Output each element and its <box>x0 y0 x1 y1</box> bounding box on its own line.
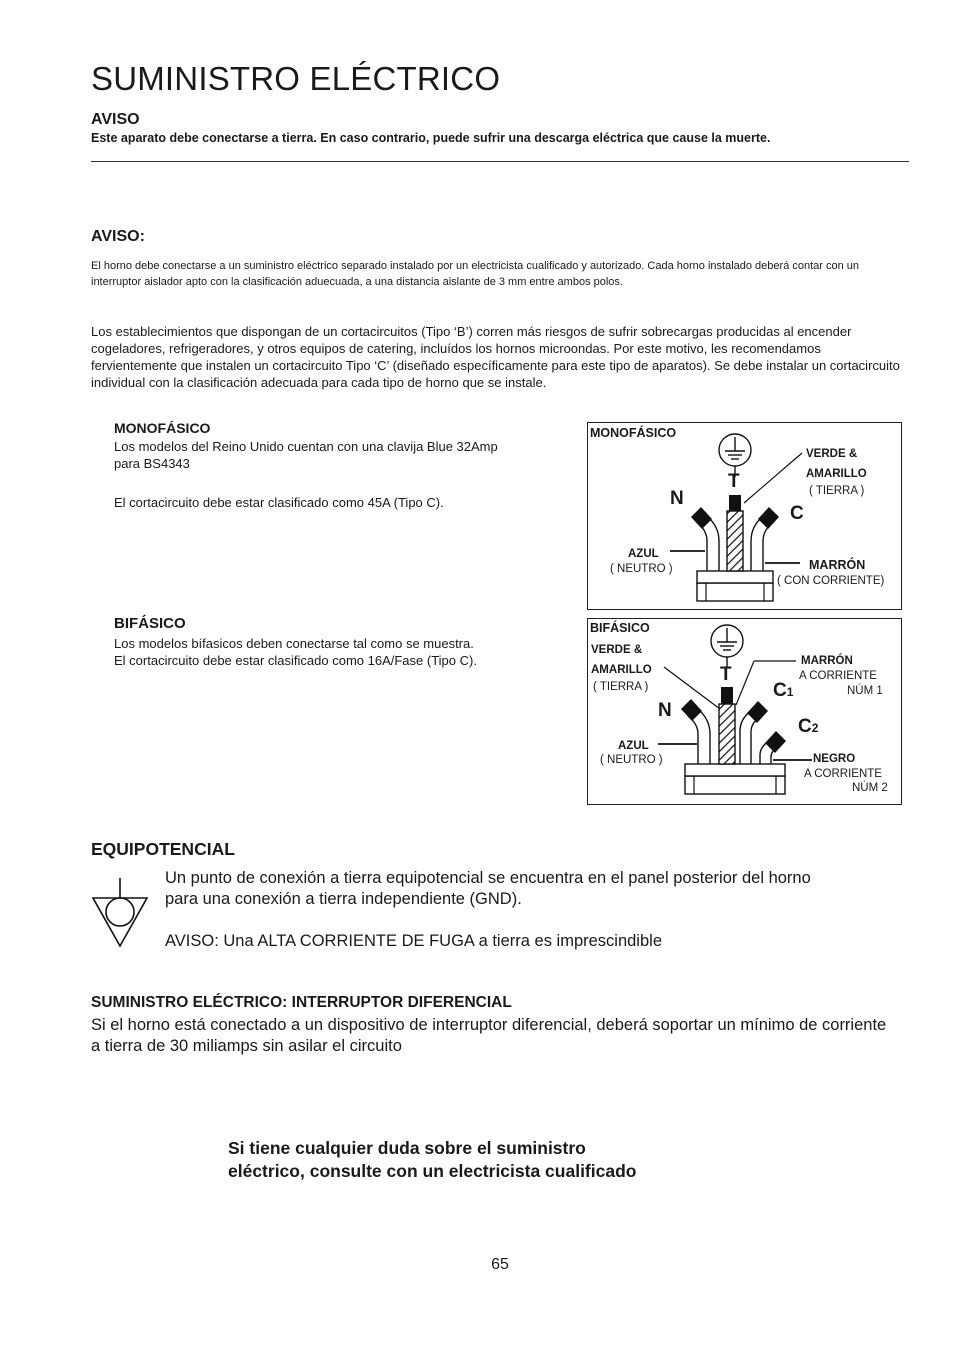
rcd-heading: SUMINISTRO ELÉCTRICO: INTERRUPTOR DIFERENCIAL <box>91 994 512 1011</box>
closing-line-2: eléctrico, consulte con un electricista cualificado <box>228 1161 637 1181</box>
neutral-label-1: AZUL <box>618 740 649 752</box>
earth-label-1: VERDE & <box>591 644 643 656</box>
phase2-letter-c: C <box>798 716 812 737</box>
warning2-heading: AVISO: <box>91 228 145 245</box>
equipotential-ground-icon <box>90 876 150 950</box>
mono-text-2: El cortacircuito debe estar clasificado como 45A (Tipo C). <box>114 495 444 510</box>
warning2-paragraph-1: El horno debe conectarse a un suministro eléctrico separado instalado por un electricista cualificado y autorizado. Cada horno instalado deberá contar con un interruptor aislador apto con la clasificación aduecuada, a una distancia aislante de 3 mm entre ambos polos. <box>91 260 860 288</box>
neutral-letter: N <box>658 700 672 721</box>
neutral-label-2: ( NEUTRO ) <box>610 563 673 575</box>
earth-label-3: ( TIERRA ) <box>593 681 649 693</box>
phase1-letter <box>773 681 793 702</box>
bi-wiring-diagram <box>587 618 902 805</box>
bi-text-2: El cortacircuito debe estar clasificado como 16A/Fase (Tipo C). <box>114 653 477 668</box>
closing-line-1: Si tiene cualquier duda sobre el suministro <box>228 1138 586 1158</box>
phase2-letter <box>798 717 818 738</box>
equi-text-2: AVISO: Una ALTA CORRIENTE DE FUGA a tierra es imprescindible <box>165 932 662 950</box>
warning-text: Este aparato debe conectarse a tierra. En caso contrario, puede sufrir una descarga eléctrica que cause la muerte. <box>91 131 771 145</box>
live-label-2: ( CON CORRIENTE) <box>777 575 885 587</box>
phase2-label-2: A CORRIENTE <box>804 768 882 780</box>
neutral-label-2: ( NEUTRO ) <box>600 754 663 766</box>
phase1-label-2: A CORRIENTE <box>799 670 877 682</box>
earth-symbol-icon <box>711 625 743 667</box>
earth-label-2: AMARILLO <box>591 664 652 676</box>
neutral-letter: N <box>670 488 684 509</box>
page-title: SUMINISTRO ELÉCTRICO <box>91 60 501 97</box>
live-letter: C <box>790 503 804 524</box>
warning2-paragraph-2: Los establecimientos que dispongan de un cortacircuitos (Tipo ‘B’) corren más riesgos de sufrir sobrecargas producidas al encender cogeladores, refrigeradores, y otros equipos de catering, incluídos los hornos microondas. Por este motivo, les recomendamos fervientemente que instalen un cortacircuito Tipo ‘C’ (diseñado específicamente para este tipo de aparatos). Se debe instalar un cortacircuito individual con la clasificación adecuada para cada tipo de horno que se instale. <box>91 324 900 390</box>
rcd-text: Si el horno está conectado a un dispositivo de interruptor diferencial, deberá soportar un mínimo de corriente a tierra de 30 miliamps sin asilar el circuito <box>91 1016 887 1055</box>
neutral-label-1: AZUL <box>628 548 659 560</box>
bi-heading: BIFÁSICO <box>114 615 186 632</box>
equi-heading: EQUIPOTENCIAL <box>91 839 235 859</box>
earth-label-3: ( TIERRA ) <box>809 485 865 497</box>
phase1-subscript: 1 <box>786 685 794 699</box>
page-number: 65 <box>491 1256 509 1273</box>
bi-text-1: Los modelos bífasicos deben conectarse tal como se muestra. <box>114 636 474 651</box>
phase2-subscript: 2 <box>811 721 819 735</box>
phase2-label-3: NÚM 2 <box>852 782 888 794</box>
earth-label-2: AMARILLO <box>806 468 867 480</box>
warning-heading: AVISO <box>91 111 140 128</box>
earth-label-1: VERDE & <box>806 448 858 460</box>
earth-letter: T <box>728 471 740 492</box>
mono-wiring-diagram <box>587 422 902 610</box>
live-label-1: MARRÓN <box>809 558 866 572</box>
phase2-label-1: NEGRO <box>813 753 856 765</box>
bi-diagram-title: BIFÁSICO <box>590 621 650 635</box>
mono-text-1: Los modelos del Reino Unido cuentan con una clavija Blue 32Amp para BS4343 <box>114 439 498 471</box>
divider <box>91 161 909 162</box>
phase1-letter-c: C <box>773 680 787 701</box>
phase1-label-1: MARRÓN <box>801 655 853 667</box>
earth-letter: T <box>720 664 732 685</box>
mono-diagram-title: MONOFÁSICO <box>590 426 677 440</box>
equi-text-1: Un punto de conexión a tierra equipotencial se encuentra en el panel posterior del horno para una conexión a tierra independiente (GND). <box>165 869 811 908</box>
mono-heading: MONOFÁSICO <box>114 420 211 436</box>
phase1-label-3: NÚM 1 <box>847 685 883 697</box>
